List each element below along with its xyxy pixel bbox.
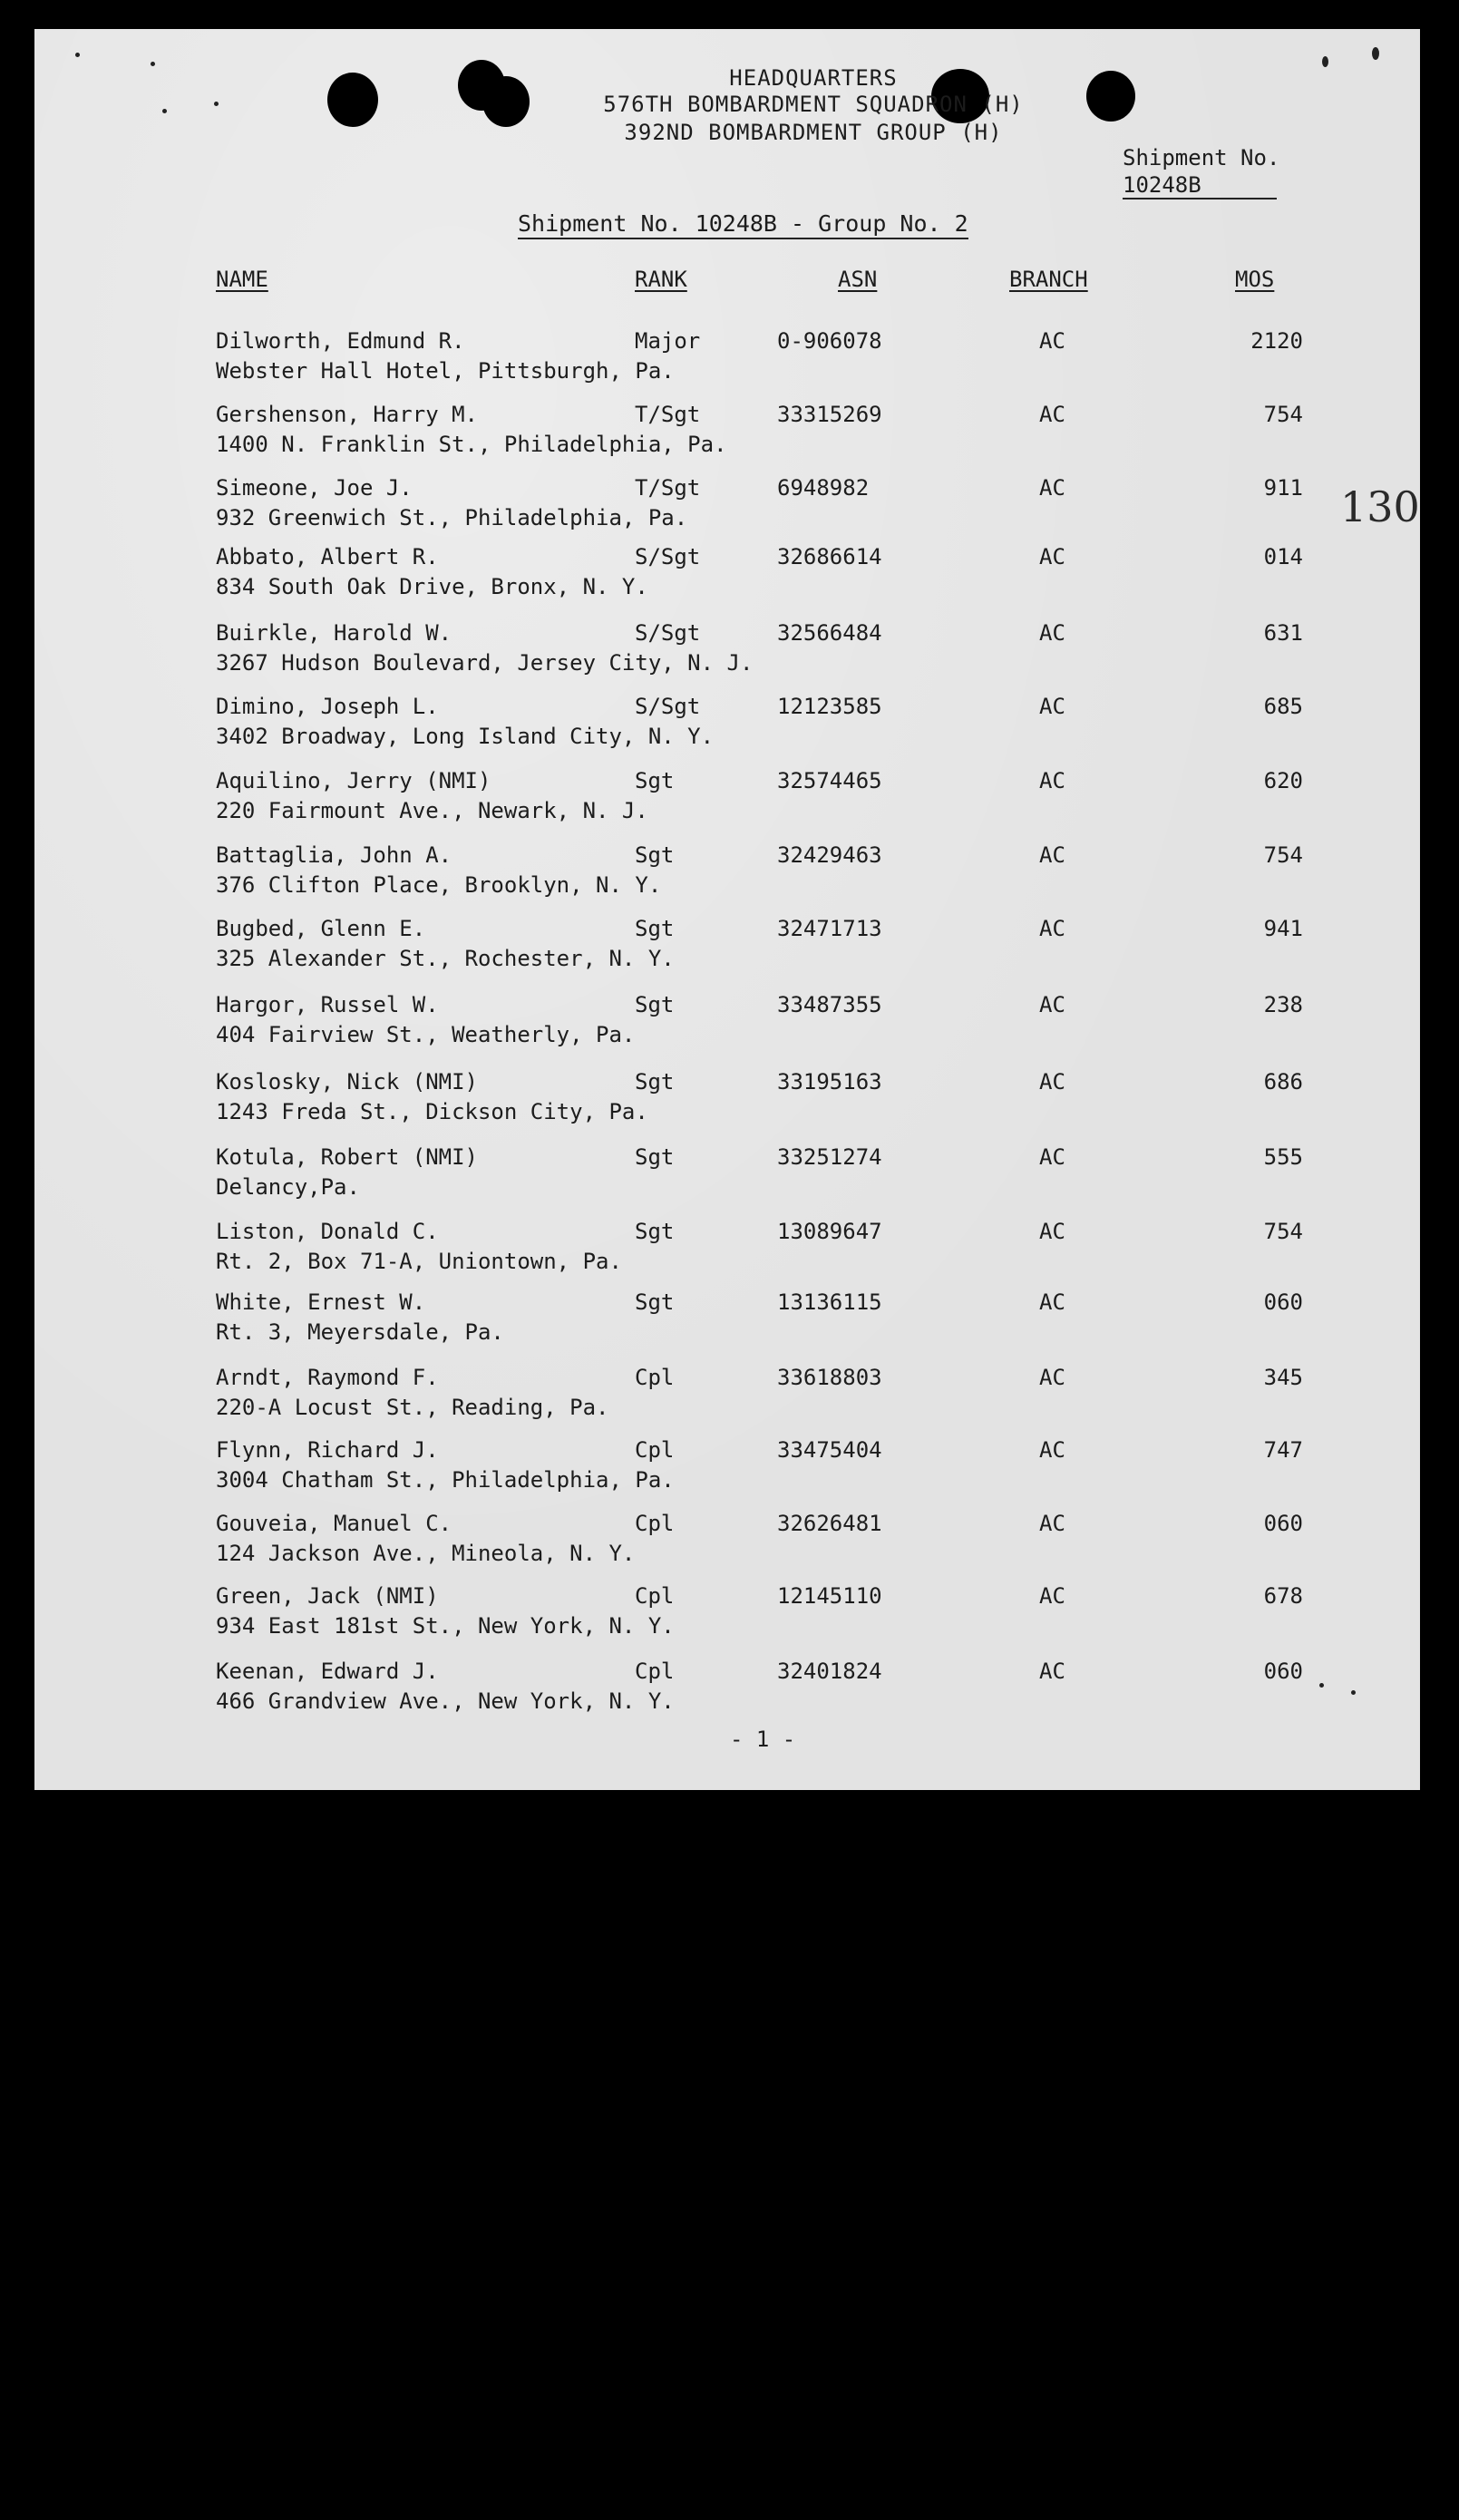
name-cell: Abbato, Albert R. — [216, 544, 439, 569]
asn-cell: 32429463 — [777, 842, 882, 868]
branch-cell: AC — [1039, 620, 1065, 646]
table-row — [34, 402, 1420, 474]
rank-cell: Major — [635, 328, 701, 354]
name-cell: Battaglia, John A. — [216, 842, 452, 868]
name-cell: Dimino, Joseph L. — [216, 694, 439, 719]
branch-cell: AC — [1039, 1289, 1065, 1315]
table-row — [34, 1144, 1420, 1217]
name-cell: Simeone, Joe J. — [216, 475, 413, 501]
table-row — [34, 1219, 1420, 1291]
asn-cell: 32471713 — [777, 916, 882, 941]
table-row — [34, 544, 1420, 617]
name-cell: Hargor, Russel W. — [216, 992, 439, 1017]
branch-cell: AC — [1039, 1659, 1065, 1684]
address-cell: 934 East 181st St., New York, N. Y. — [216, 1613, 675, 1639]
shipment-label: Shipment No. — [1123, 145, 1280, 170]
name-cell: Kotula, Robert (NMI) — [216, 1144, 478, 1170]
page-number: - 1 - — [730, 1727, 796, 1752]
mos-cell: 754 — [1263, 402, 1303, 427]
address-cell: 1243 Freda St., Dickson City, Pa. — [216, 1099, 648, 1124]
branch-cell: AC — [1039, 544, 1065, 569]
address-cell: 220-A Locust St., Reading, Pa. — [216, 1395, 609, 1420]
name-cell: Liston, Donald C. — [216, 1219, 439, 1244]
name-cell: Koslosky, Nick (NMI) — [216, 1069, 478, 1095]
table-row — [34, 620, 1420, 693]
name-cell: Dilworth, Edmund R. — [216, 328, 465, 354]
branch-cell: AC — [1039, 1365, 1065, 1390]
address-cell: 466 Grandview Ave., New York, N. Y. — [216, 1688, 675, 1714]
branch-cell: AC — [1039, 916, 1065, 941]
asn-cell: 13136115 — [777, 1289, 882, 1315]
shipment-group-title: Shipment No. 10248B - Group No. 2 — [518, 210, 968, 239]
asn-cell: 32626481 — [777, 1511, 882, 1536]
asn-cell: 32566484 — [777, 620, 882, 646]
branch-cell: AC — [1039, 402, 1065, 427]
table-row — [34, 1659, 1420, 1731]
mos-cell: 060 — [1263, 1659, 1303, 1684]
table-row — [34, 1069, 1420, 1142]
rank-cell: Sgt — [635, 768, 675, 793]
asn-cell: 32401824 — [777, 1659, 882, 1684]
rank-cell: Sgt — [635, 1219, 675, 1244]
branch-cell: AC — [1039, 1511, 1065, 1536]
name-cell: Gershenson, Harry M. — [216, 402, 478, 427]
mos-cell: 754 — [1263, 1219, 1303, 1244]
table-row — [34, 1365, 1420, 1437]
address-cell: 932 Greenwich St., Philadelphia, Pa. — [216, 505, 688, 530]
branch-cell: AC — [1039, 694, 1065, 719]
mos-cell: 686 — [1263, 1069, 1303, 1095]
name-cell: Buirkle, Harold W. — [216, 620, 452, 646]
asn-cell: 33475404 — [777, 1437, 882, 1463]
branch-cell: AC — [1039, 1219, 1065, 1244]
name-cell: Gouveia, Manuel C. — [216, 1511, 452, 1536]
branch-cell: AC — [1039, 842, 1065, 868]
address-cell: 3402 Broadway, Long Island City, N. Y. — [216, 724, 715, 749]
asn-cell: 6948982 — [777, 475, 870, 501]
name-cell: Aquilino, Jerry (NMI) — [216, 768, 491, 793]
address-cell: 3267 Hudson Boulevard, Jersey City, N. J. — [216, 650, 754, 676]
table-row — [34, 1511, 1420, 1583]
asn-cell: 12123585 — [777, 694, 882, 719]
address-cell: 404 Fairview St., Weatherly, Pa. — [216, 1022, 636, 1047]
asn-cell: 32686614 — [777, 544, 882, 569]
name-cell: Flynn, Richard J. — [216, 1437, 439, 1463]
rank-cell: Cpl — [635, 1365, 675, 1390]
name-cell: White, Ernest W. — [216, 1289, 426, 1315]
asn-cell: 33195163 — [777, 1069, 882, 1095]
address-cell: 220 Fairmount Ave., Newark, N. J. — [216, 798, 648, 823]
table-row — [34, 328, 1420, 401]
address-cell: 325 Alexander St., Rochester, N. Y. — [216, 946, 675, 971]
rank-cell: T/Sgt — [635, 475, 701, 501]
address-cell: Rt. 2, Box 71-A, Uniontown, Pa. — [216, 1249, 622, 1274]
name-cell: Bugbed, Glenn E. — [216, 916, 426, 941]
address-cell: 376 Clifton Place, Brooklyn, N. Y. — [216, 872, 662, 898]
table-row — [34, 1289, 1420, 1362]
asn-cell: 33315269 — [777, 402, 882, 427]
address-cell: Rt. 3, Meyersdale, Pa. — [216, 1319, 504, 1345]
margin-page-number: 130 — [1340, 482, 1420, 531]
address-cell: Delancy,Pa. — [216, 1174, 360, 1200]
mos-cell: 941 — [1263, 916, 1303, 941]
table-row — [34, 768, 1420, 841]
table-row — [34, 916, 1420, 988]
table-row — [34, 694, 1420, 766]
asn-cell: 12145110 — [777, 1583, 882, 1609]
rank-cell: S/Sgt — [635, 544, 701, 569]
roster-list — [34, 29, 1420, 1790]
mos-cell: 345 — [1263, 1365, 1303, 1390]
column-header-asn: ASN — [838, 267, 878, 292]
document-page — [34, 29, 1420, 1790]
rank-cell: S/Sgt — [635, 620, 701, 646]
asn-cell: 13089647 — [777, 1219, 882, 1244]
rank-cell: Cpl — [635, 1437, 675, 1463]
mos-cell: 238 — [1263, 992, 1303, 1017]
header-line-2: 576TH BOMBARDMENT SQUADRON (H) — [603, 92, 1024, 117]
mos-cell: 754 — [1263, 842, 1303, 868]
branch-cell: AC — [1039, 328, 1065, 354]
asn-cell: 32574465 — [777, 768, 882, 793]
header-line-3: 392ND BOMBARDMENT GROUP (H) — [624, 120, 1003, 145]
mos-cell: 911 — [1263, 475, 1303, 501]
rank-cell: Sgt — [635, 1069, 675, 1095]
mos-cell: 631 — [1263, 620, 1303, 646]
rank-cell: Cpl — [635, 1659, 675, 1684]
mos-cell: 685 — [1263, 694, 1303, 719]
address-cell: 124 Jackson Ave., Mineola, N. Y. — [216, 1541, 636, 1566]
header-line-1: HEADQUARTERS — [729, 65, 898, 91]
address-cell: 3004 Chatham St., Philadelphia, Pa. — [216, 1467, 675, 1493]
rank-cell: Sgt — [635, 992, 675, 1017]
branch-cell: AC — [1039, 1437, 1065, 1463]
rank-cell: S/Sgt — [635, 694, 701, 719]
branch-cell: AC — [1039, 1583, 1065, 1609]
branch-cell: AC — [1039, 475, 1065, 501]
mos-cell: 555 — [1263, 1144, 1303, 1170]
asn-cell: 33251274 — [777, 1144, 882, 1170]
address-cell: Webster Hall Hotel, Pittsburgh, Pa. — [216, 358, 675, 384]
name-cell: Arndt, Raymond F. — [216, 1365, 439, 1390]
name-cell: Green, Jack (NMI) — [216, 1583, 439, 1609]
mos-cell: 014 — [1263, 544, 1303, 569]
rank-cell: Sgt — [635, 1144, 675, 1170]
table-row — [34, 992, 1420, 1065]
mos-cell: 2120 — [1250, 328, 1303, 354]
branch-cell: AC — [1039, 992, 1065, 1017]
column-header-rank: RANK — [635, 267, 687, 292]
rank-cell: Sgt — [635, 1289, 675, 1315]
branch-cell: AC — [1039, 1144, 1065, 1170]
asn-cell: 33487355 — [777, 992, 882, 1017]
address-cell: 834 South Oak Drive, Bronx, N. Y. — [216, 574, 648, 599]
name-cell: Keenan, Edward J. — [216, 1659, 439, 1684]
asn-cell: 33618803 — [777, 1365, 882, 1390]
column-header-mos: MOS — [1235, 267, 1275, 292]
rank-cell: Sgt — [635, 916, 675, 941]
column-header-branch: BRANCH — [1009, 267, 1088, 292]
branch-cell: AC — [1039, 1069, 1065, 1095]
column-header-name: NAME — [216, 267, 268, 292]
table-row — [34, 475, 1420, 548]
mos-cell: 060 — [1263, 1511, 1303, 1536]
mos-cell: 678 — [1263, 1583, 1303, 1609]
address-cell: 1400 N. Franklin St., Philadelphia, Pa. — [216, 432, 727, 457]
mos-cell: 747 — [1263, 1437, 1303, 1463]
asn-cell: 0-906078 — [777, 328, 882, 354]
table-row — [34, 842, 1420, 915]
rank-cell: T/Sgt — [635, 402, 701, 427]
table-row — [34, 1583, 1420, 1656]
shipment-number: 10248B — [1123, 172, 1277, 199]
table-row — [34, 1437, 1420, 1510]
mos-cell: 620 — [1263, 768, 1303, 793]
branch-cell: AC — [1039, 768, 1065, 793]
rank-cell: Cpl — [635, 1583, 675, 1609]
rank-cell: Cpl — [635, 1511, 675, 1536]
mos-cell: 060 — [1263, 1289, 1303, 1315]
rank-cell: Sgt — [635, 842, 675, 868]
